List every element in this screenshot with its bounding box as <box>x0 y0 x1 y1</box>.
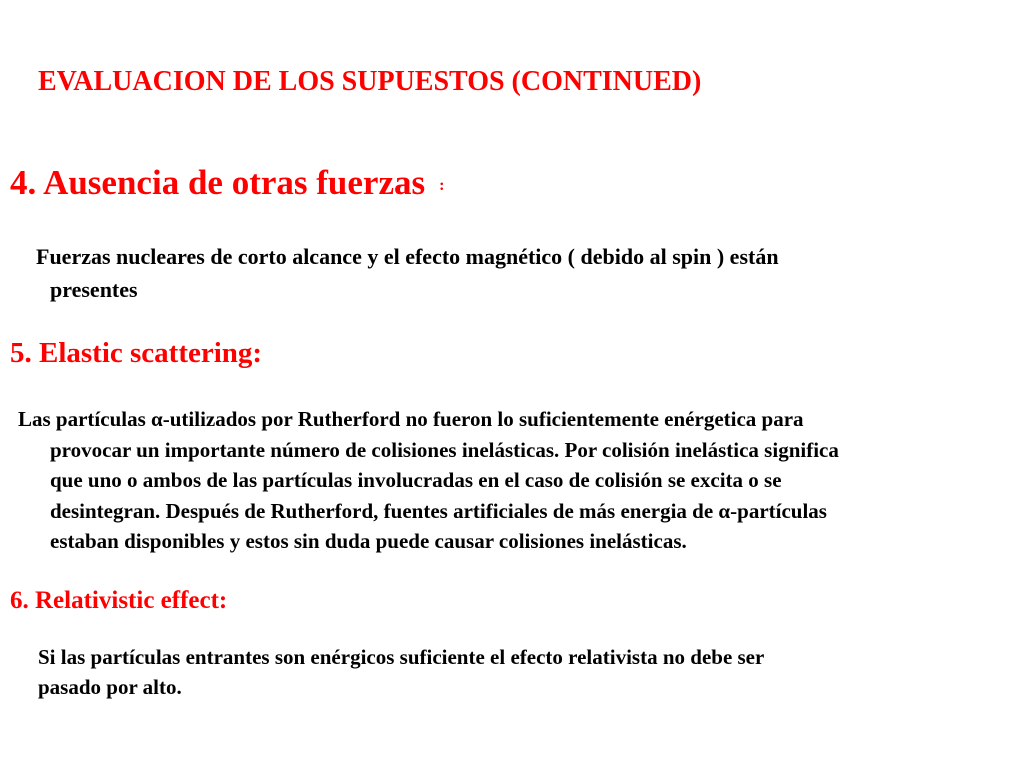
section-5-line: desintegran. Después de Rutherford, fuentes artificiales de más energia de α-partículas <box>50 498 827 523</box>
section-5-heading: 5. Elastic scattering: <box>10 337 263 369</box>
section-6-line: pasado por alto. <box>38 675 182 699</box>
section-4-line: presentes <box>50 277 138 302</box>
section-4-heading-text: 4. Ausencia de otras fuerzas <box>10 163 426 202</box>
section-5-line: que uno o ambos de las partículas involucradas en el caso de colisión se excita o se <box>50 468 782 492</box>
section-4-line: Fuerzas nucleares de corto alcance y el efecto magnético ( debido al spin ) están <box>36 244 779 269</box>
section-5-paragraph <box>18 404 1018 557</box>
section-6-line: Si las partículas entrantes son enérgicos suficiente el efecto relativista no debe ser <box>38 645 765 669</box>
section-6-heading: 6. Relativistic effect: <box>10 587 228 614</box>
section-4-heading <box>10 163 444 203</box>
section-4-paragraph <box>36 240 1006 306</box>
slide-title: EVALUACION DE LOS SUPUESTOS (CONTINUED) <box>38 66 702 97</box>
section-5-line: provocar un importante número de colisiones inelásticas. Por colisión inelástica significa <box>50 437 839 462</box>
section-5-line: estaban disponibles y estos sin duda puede causar colisiones inelásticas. <box>50 529 687 553</box>
section-4-heading-colon: : <box>439 176 445 194</box>
section-6-paragraph <box>38 642 998 702</box>
section-5-line: Las partículas α-utilizados por Rutherford no fueron lo suficientemente enérgetica para <box>18 407 804 431</box>
